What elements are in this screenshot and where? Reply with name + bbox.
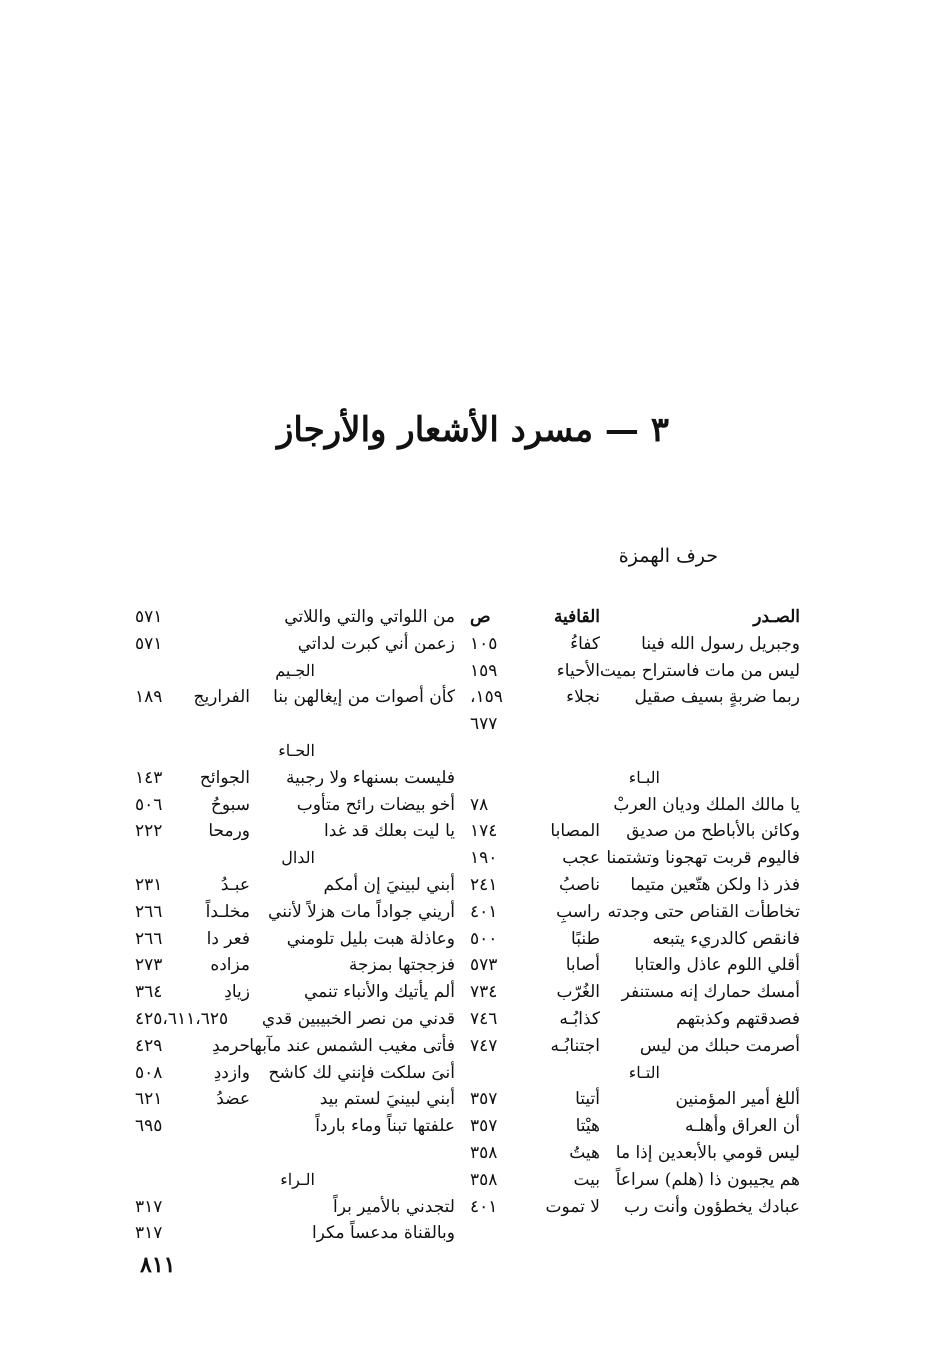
verse-entry (135, 926, 455, 953)
entry-rhyme: الجوائح (199, 767, 250, 788)
entry-page: ٥٠٦ (135, 794, 163, 815)
entry-page: ٥٧٣ (470, 955, 498, 976)
verse-entry (135, 631, 455, 658)
entry-page: ٣٦٤ (135, 982, 163, 1003)
verse-entry (470, 1086, 800, 1113)
entry-page: ٣٥٧ (470, 1116, 498, 1137)
section-heading: حرف الهمزة (618, 545, 718, 567)
entry-verse: فذر ذا ولكن هتّعين متيما (630, 874, 800, 895)
entry-rhyme: الفراريج (193, 687, 250, 708)
verse-entry (470, 684, 800, 711)
spacer (470, 738, 800, 765)
entry-verse: علفتها تبناً وماء بارداً (315, 1116, 455, 1137)
entry-page: ٥٧١ (135, 633, 163, 654)
entry-verse: أللغ أمير المؤمنين (675, 1089, 800, 1110)
letter-heading: الحـاء (278, 740, 315, 760)
verse-entry (135, 899, 455, 926)
entry-rhyme: هيْتا (575, 1116, 600, 1137)
entry-verse: يا ليت بعلك قد غدا (323, 821, 455, 842)
column-header-row (470, 604, 800, 631)
verse-entry (135, 1220, 455, 1247)
entry-verse: أن العراق وأهلـه (684, 1116, 800, 1137)
entry-verse: قدني من نصر الخبيبين قدي (261, 1008, 455, 1029)
entry-page: ٦٧٧ (470, 714, 498, 735)
entry-rhyme: راسبِ (556, 901, 600, 922)
entry-page: ١٤٣ (135, 767, 163, 788)
header-rhyme: القافية (553, 607, 600, 627)
entry-rhyme: نجلاء (566, 687, 600, 708)
entry-rhyme: مزاده (210, 955, 250, 976)
entry-page: ٧٤٦ (470, 1008, 498, 1029)
verse-entry (135, 604, 455, 631)
verse-entry (470, 926, 800, 953)
verse-entry (135, 1194, 455, 1221)
spacer (135, 711, 455, 738)
verse-entry (470, 1033, 800, 1060)
entry-rhyme: سبوحُ (210, 794, 250, 815)
entry-verse: وجبريل رسول الله فينا (641, 633, 800, 654)
entry-page: ٧٨ (470, 794, 489, 815)
entry-rhyme: مخلـداً (205, 901, 250, 922)
verse-entry (135, 1033, 455, 1060)
entry-page: ٢٦٦ (135, 928, 163, 949)
entry-page: ٧٤٧ (470, 1035, 498, 1056)
entry-page: ٥٧١ (135, 607, 163, 627)
entry-verse: فأتى مغيب الشمس عند مآبها (249, 1035, 455, 1056)
entry-page: ١٧٤ (470, 821, 498, 842)
entry-page: ٣٥٨ (470, 1169, 498, 1190)
entry-verse: هم يجيبون ذا (هلم) سراعاً (615, 1169, 800, 1190)
entry-rhyme: عضدُ (216, 1089, 250, 1110)
letter-heading: الـراء (280, 1169, 315, 1189)
entry-rhyme: وازددِ (213, 1062, 250, 1083)
entry-verse: أصرمت حبلك من ليس (639, 1035, 800, 1056)
header-verse: الصـدر (753, 607, 800, 627)
right-column (470, 604, 800, 1220)
entry-page: ٢٤١ (470, 874, 498, 895)
entry-rhyme: عبـدُ (220, 874, 250, 895)
verse-entry (470, 711, 800, 738)
entry-rhyme: ورمحا (208, 821, 250, 842)
entry-page: ١٨٩ (135, 687, 163, 708)
verse-entry (135, 765, 455, 792)
letter-heading: التـاء (628, 1062, 660, 1082)
entry-page: ٢٣١ (135, 874, 163, 895)
entry-rhyme: عجب (562, 848, 600, 869)
entry-verse: ربما ضربةٍ بسيف صقيل (634, 687, 800, 708)
entry-verse: أريني جواداً مات هزلاً لأنني (268, 901, 455, 922)
verse-entry (470, 899, 800, 926)
entry-page: ١٥٩ (470, 660, 498, 681)
verse-entry (470, 792, 800, 819)
entry-page: ٦٢١ (135, 1089, 163, 1110)
verse-entry (135, 872, 455, 899)
entry-verse: كأن أصوات من إيغالهن بنا (273, 687, 455, 708)
entry-rhyme: أصابا (565, 955, 600, 976)
entry-page: ٥٠٠ (470, 928, 498, 949)
entry-page: ٣١٧ (135, 1196, 163, 1217)
verse-entry (470, 845, 800, 872)
entry-verse: فاليوم قربت تهجونا وتشتمنا (606, 848, 800, 869)
entry-verse: أخو بيضات رائح متأوب (296, 794, 455, 815)
entry-verse: فزججتها بمزجة (348, 955, 455, 976)
entry-rhyme: أتيتا (575, 1089, 600, 1110)
entry-page: ٤٢٩ (135, 1035, 163, 1056)
entry-verse: فانقص كالدريء يتبعه (652, 928, 800, 949)
entry-verse: وكائن بالأباطح من صديق (626, 821, 800, 842)
verse-entry (135, 1086, 455, 1113)
entry-verse: ليس من مات فاستراح بميت (599, 660, 800, 681)
verse-entry (135, 1113, 455, 1140)
entry-rhyme: المصابا (550, 821, 600, 842)
entry-verse: فليست بسنهاء ولا رجبية (286, 767, 455, 788)
verse-entry (470, 1140, 800, 1167)
entry-rhyme: اجتنابُـه (550, 1035, 600, 1056)
verse-entry (470, 1006, 800, 1033)
entry-rhyme: لا تموت (545, 1196, 600, 1217)
entry-rhyme: الأحياء (556, 660, 600, 681)
entry-page: ٣١٧ (135, 1223, 163, 1244)
entry-verse: وعاذلة هبت بليل تلومني (286, 928, 455, 949)
verse-entry (470, 631, 800, 658)
entry-page: ٣٥٧ (470, 1089, 498, 1110)
verse-entry (135, 684, 455, 711)
entry-verse: أبني لبينيَ إن أمكم (323, 874, 455, 895)
entry-rhyme: ناصبُ (558, 874, 600, 895)
entry-rhyme: حرمدِ (212, 1035, 250, 1056)
page-title: ٣ — مسرد الأشعار والأرجاز (276, 410, 670, 450)
header-page: ص (470, 607, 491, 627)
entry-page: ٤٢٥،٦١١،٦٢٥ (135, 1008, 229, 1029)
entry-page: ١٥٩، (470, 687, 503, 708)
entry-verse: ألم يأتيك والأنباء تنمي (303, 982, 455, 1003)
entry-page: ٥٠٨ (135, 1062, 163, 1083)
entry-rhyme: بيت (573, 1169, 600, 1190)
entry-rhyme: زيادِ (224, 982, 250, 1003)
verse-entry (470, 1167, 800, 1194)
entry-page: ٣٥٨ (470, 1142, 498, 1163)
letter-heading: الجـيم (275, 660, 315, 680)
verse-entry (135, 952, 455, 979)
entry-page: ٧٣٤ (470, 982, 498, 1003)
entry-rhyme: كفاءُ (570, 633, 600, 654)
entry-rhyme: فعر دا (206, 928, 250, 949)
letter-heading: البـاء (628, 767, 660, 787)
verse-entry (470, 952, 800, 979)
entry-page: ٤٠١ (470, 901, 498, 922)
verse-entry (470, 872, 800, 899)
entry-verse: يا مالك الملك وديان العربْ (613, 794, 800, 815)
verse-entry (470, 979, 800, 1006)
entry-verse: أمسك حمارك إنه مستنفر (621, 982, 800, 1003)
entry-verse: ليس قومي بالأبعدين إذا ما (615, 1142, 800, 1163)
entry-page: ٤٠١ (470, 1196, 498, 1217)
entry-verse: أقلي اللوم عاذل والعتابا (634, 955, 800, 976)
entry-page: ٢٧٣ (135, 955, 163, 976)
verse-entry (470, 1113, 800, 1140)
verse-entry (135, 1006, 455, 1033)
entry-verse: زعمن أني كبرت لداتي (297, 633, 455, 654)
entry-verse: أنىَ سلكت فإنني لك كاشح (268, 1062, 455, 1083)
verse-entry (135, 979, 455, 1006)
entry-rhyme: طنبًا (571, 928, 600, 949)
entry-verse: أبني لبينيَ لستم بيد (319, 1089, 455, 1110)
page-number: ٨١١ (140, 1252, 176, 1278)
entry-page: ١٩٠ (470, 848, 498, 869)
verse-entry (470, 658, 800, 685)
spacer (135, 1140, 455, 1167)
entry-page: ٦٩٥ (135, 1116, 163, 1137)
verse-entry (135, 1060, 455, 1087)
entry-verse: فصدقتهم وكذبتهم (676, 1008, 800, 1029)
verse-entry (135, 792, 455, 819)
entry-verse: من اللواتي والتي واللاتي (284, 607, 455, 627)
entry-page: ٢٢٢ (135, 821, 163, 842)
entry-rhyme: الغُرّب (556, 982, 600, 1003)
verse-entry (135, 818, 455, 845)
entry-page: ١٠٥ (470, 633, 498, 654)
verse-entry (470, 818, 800, 845)
entry-verse: وبالقناة مدعساً مكرا (311, 1223, 455, 1244)
entry-page: ٢٦٦ (135, 901, 163, 922)
entry-verse: لتجدني بالأمير براً (333, 1196, 455, 1217)
left-column (135, 604, 455, 1247)
entry-verse: عبادك يخطؤون وأنت رب (624, 1196, 800, 1217)
entry-verse: تخاطأت القناص حتى وجدته (607, 901, 800, 922)
verse-entry (470, 1194, 800, 1221)
entry-rhyme: كذابُـه (559, 1008, 600, 1029)
letter-heading: الدال (281, 848, 315, 868)
entry-rhyme: هيتُ (569, 1142, 600, 1163)
